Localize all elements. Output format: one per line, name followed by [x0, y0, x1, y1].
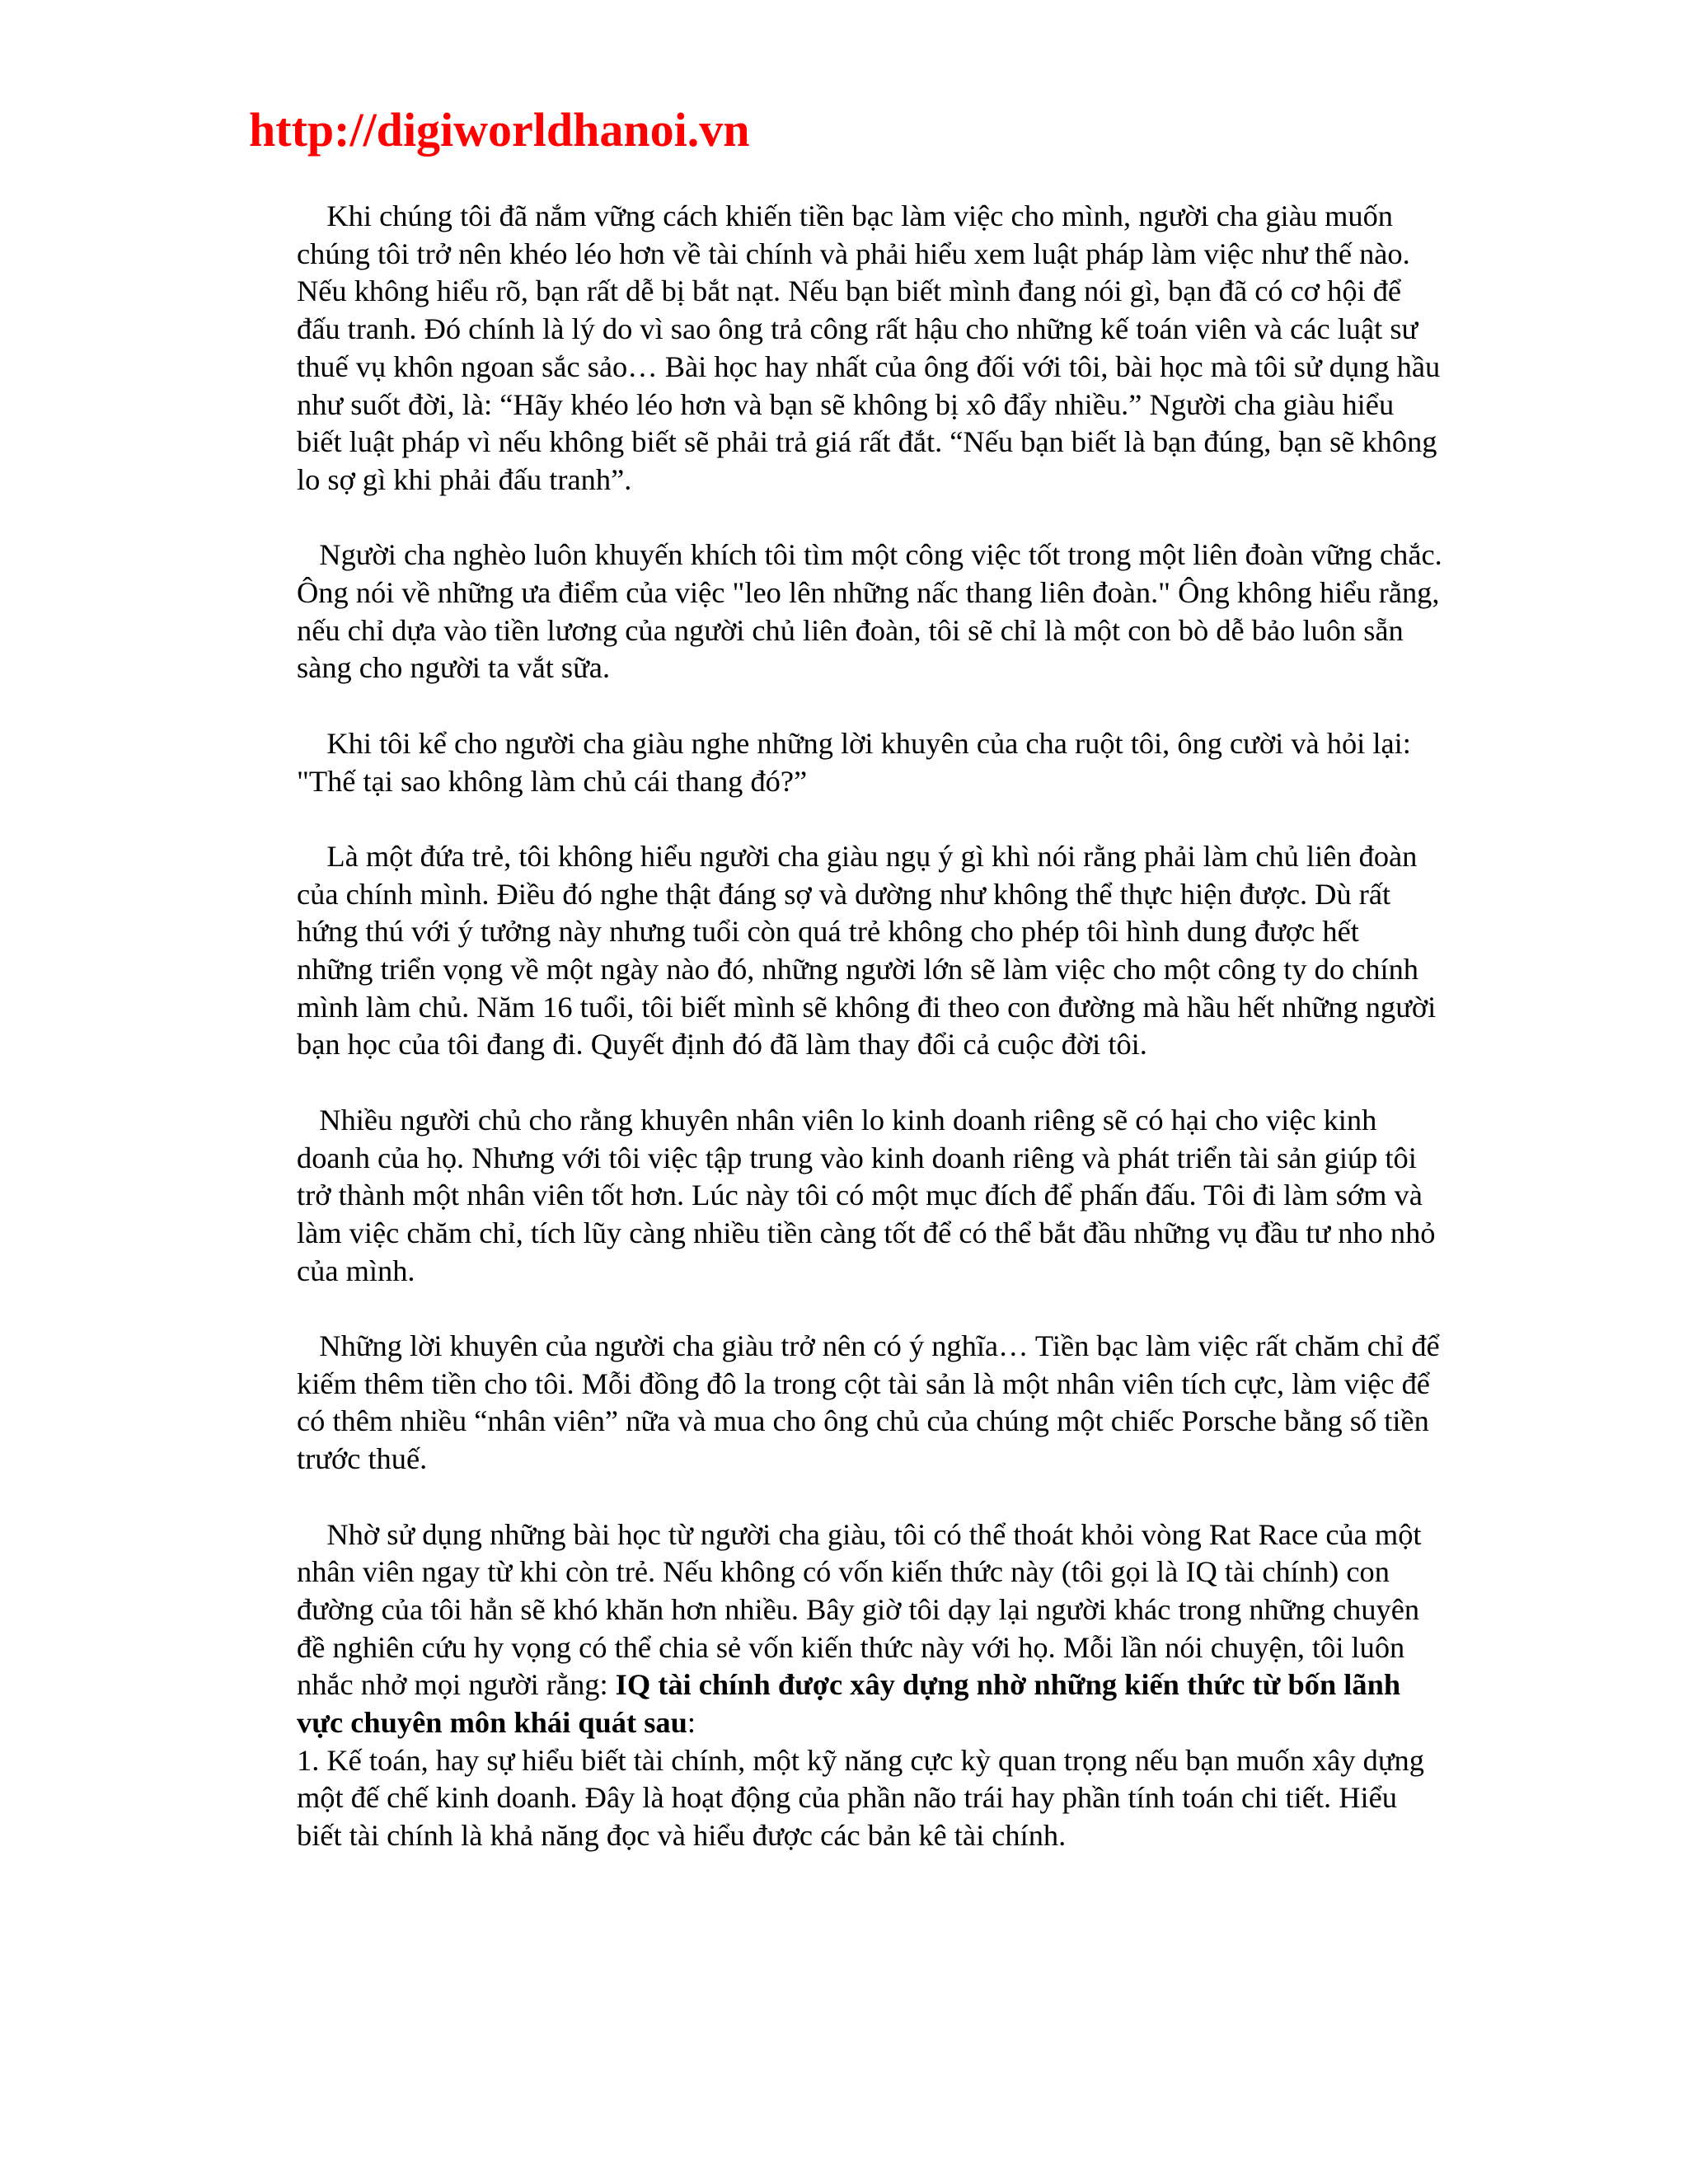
paragraph-3: Khi tôi kể cho người cha giàu nghe những lời khuyên của cha ruột tôi, ông cười và hỏi lại: "Thế tại sao không làm chủ cái thang đó?”: [297, 726, 1418, 798]
paragraph-7-colon: :: [687, 1706, 696, 1740]
paragraph-7-bold: IQ tài chính được xây dựng nhờ những kiến thức từ bốn lãnh vực chuyên môn khái quát sau: [297, 1668, 1409, 1740]
paragraph-1: Khi chúng tôi đã nắm vững cách khiến tiền bạc làm việc cho mình, người cha giàu muốn chúng tôi trở nên khéo léo hơn về tài chính và phải hiểu xem luật pháp làm việc như thế nào. Nếu không hiểu rõ, bạn rất dễ bị bắt nạt. Nếu bạn biết mình đang nói gì, bạn đã có cơ hội để đấu tranh. Đó chính là lý do vì sao ông trả công rất hậu cho những kế toán viên và các luật sư thuế vụ khôn ngoan sắc sảo… Bài học hay nhất của ông đối với tôi, bài học mà tôi sử dụng hầu như suốt đời, là: “Hãy khéo léo hơn và bạn sẽ không bị xô đẩy nhiều.” Người cha giàu hiểu biết luật pháp vì nếu không biết sẽ phải trả giá rất đắt. “Nếu bạn biết là bạn đúng, bạn sẽ không lo sợ gì khi phải đấu tranh”.: [297, 199, 1448, 496]
site-url-header: http://digiworldhanoi.vn: [249, 103, 750, 157]
document-body: [297, 198, 1450, 1855]
list-item-1: 1. Kế toán, hay sự hiểu biết tài chính, một kỹ năng cực kỳ quan trọng nếu bạn muốn xây dựng một đế chế kinh doanh. Đây là hoạt động của phần não trái hay phần tính toán chi tiết. Hiểu biết tài chính là khả năng đọc và hiểu được các bản kê tài chính.: [297, 1743, 1432, 1853]
paragraph-4: Là một đứa trẻ, tôi không hiểu người cha giàu ngụ ý gì khì nói rằng phải làm chủ liên đoàn của chính mình. Điều đó nghe thật đáng sợ và dường như không thể thực hiện được. Dù rất hứng thú với ý tưởng này nhưng tuổi còn quá trẻ không cho phép tôi hình dung được hết những triển vọng về một ngày nào đó, những người lớn sẽ làm việc cho một công ty do chính mình làm chủ. Năm 16 tuổi, tôi biết mình sẽ không đi theo con đường mà hầu hết những người bạn học của tôi đang đi. Quyết định đó đã làm thay đổi cả cuộc đời tôi.: [297, 839, 1444, 1062]
paragraph-6: Những lời khuyên của người cha giàu trở nên có ý nghĩa… Tiền bạc làm việc rất chăm chỉ để kiếm thêm tiền cho tôi. Mỗi đồng đô la trong cột tài sản là một nhân viên tích cực, làm việc để có thêm nhiều “nhân viên” nữa và mua cho ông chủ của chúng một chiếc Porsche bằng số tiền trước thuế.: [297, 1329, 1447, 1476]
paragraph-2: Người cha nghèo luôn khuyến khích tôi tìm một công việc tốt trong một liên đoàn vững chắc. Ông nói về những ưa điểm của việc "leo lên những nấc thang liên đoàn." Ông không hiểu rằng, nếu chỉ dựa vào tiền lương của người chủ liên đoàn, tôi sẽ chỉ là một con bò dễ bảo luôn sẵn sàng cho người ta vắt sữa.: [297, 538, 1450, 685]
paragraph-5: Nhiều người chủ cho rằng khuyên nhân viên lo kinh doanh riêng sẽ có hại cho việc kinh doanh của họ. Nhưng với tôi việc tập trung vào kinh doanh riêng và phát triển tài sản giúp tôi trở thành một nhân viên tốt hơn. Lúc này tôi có một mục đích để phấn đấu. Tôi đi làm sớm và làm việc chăm chỉ, tích lũy càng nhiều tiền càng tốt để có thể bắt đầu những vụ đầu tư nho nhỏ của mình.: [297, 1103, 1443, 1287]
paragraph-7-text: Nhờ sử dụng những bài học từ người cha giàu, tôi có thể thoát khỏi vòng Rat Race của một nhân viên ngay từ khi còn trẻ. Nếu không có vốn kiến thức này (tôi gọi là IQ tài chính) con đường của tôi hẳn sẽ khó khăn hơn nhiều. Bây giờ tôi dạy lại người khác trong những chuyên đề nghiên cứu hy vọng có thể chia sẻ vốn kiến thức này với họ. Mỗi lần nói chuyện, tôi luôn nhắc nhở mọi người rằng:: [297, 1517, 1429, 1702]
paragraph-7: [297, 1516, 1442, 1742]
